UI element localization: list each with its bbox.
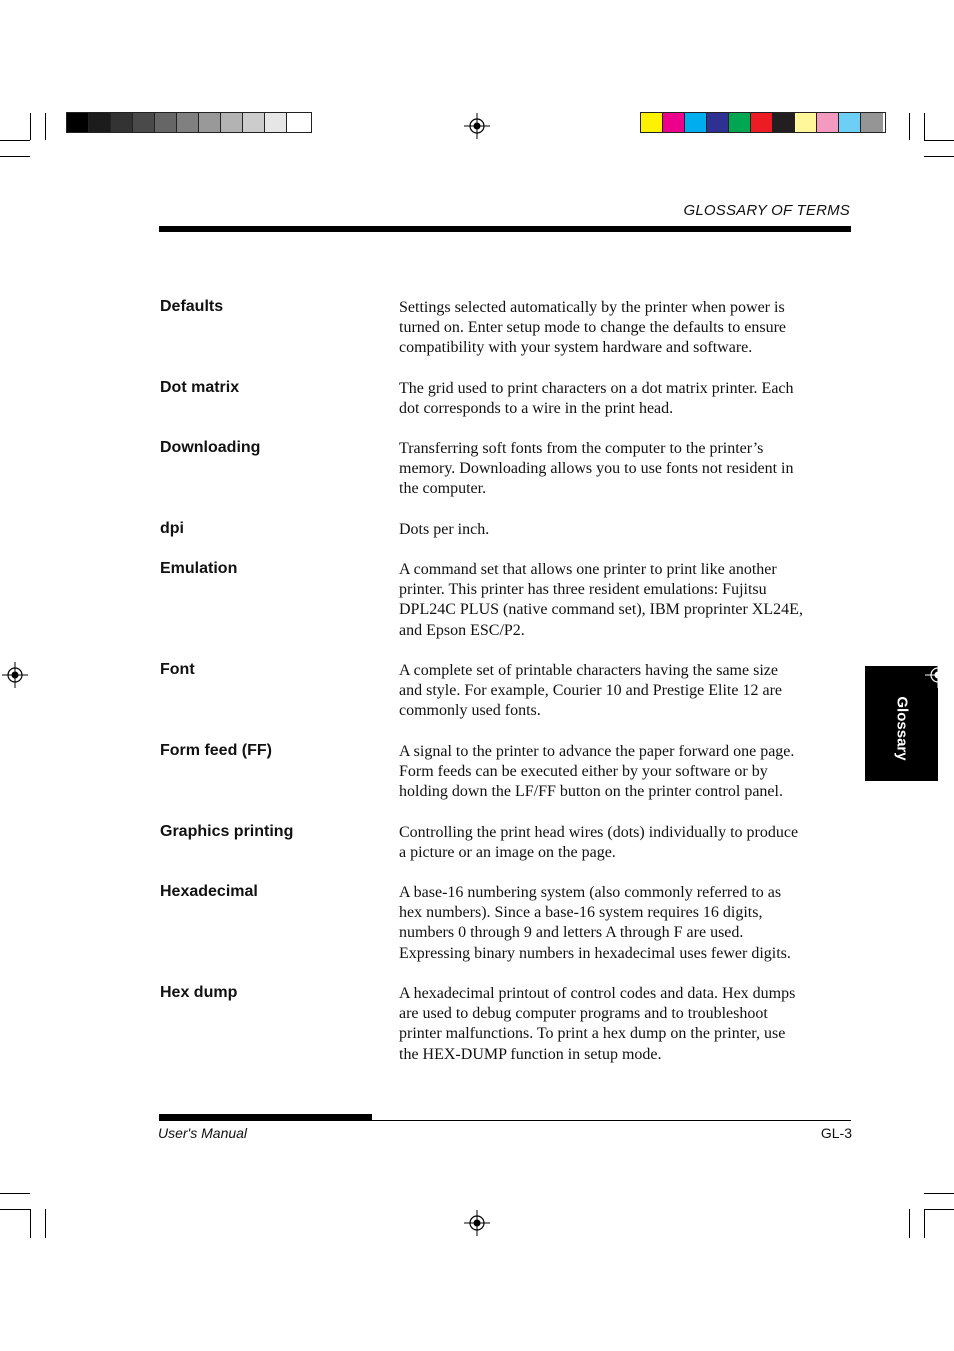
color-swatch <box>89 113 111 132</box>
crop-mark <box>909 113 910 140</box>
color-swatch <box>751 113 773 132</box>
glossary-term: Hexadecimal <box>160 883 258 900</box>
definition-line: hex numbers). Since a base-16 system requires 16 digits, <box>399 904 763 922</box>
glossary-term: Downloading <box>160 439 261 456</box>
glossary-term: Defaults <box>160 298 224 315</box>
glossary-term: Font <box>160 661 195 678</box>
color-swatch <box>641 113 663 132</box>
definition-line: Form feeds can be executed either by your software or by <box>399 763 768 781</box>
definition-line: DPL24C PLUS (native command set), IBM proprinter XL24E, <box>399 601 803 619</box>
definition-line: the computer. <box>399 480 487 498</box>
registration-crosshair-icon <box>464 1210 490 1236</box>
header-rule <box>159 226 851 232</box>
crop-mark <box>0 1193 30 1194</box>
definition-line: numbers 0 through 9 and letters A through F are used. <box>399 924 744 942</box>
color-swatch <box>729 113 751 132</box>
crop-mark <box>924 156 954 157</box>
color-swatch <box>221 113 243 132</box>
crop-mark <box>0 140 30 141</box>
definition-line: Dots per inch. <box>399 521 490 538</box>
definition-line: A command set that allows one printer to print like another <box>399 561 777 578</box>
glossary-definition <box>399 661 859 722</box>
glossary-definition <box>399 742 859 803</box>
footer-manual-title: User's Manual <box>158 1125 248 1141</box>
glossary-term: Emulation <box>160 560 238 577</box>
crop-mark <box>45 1209 46 1238</box>
glossary-term: Hex dump <box>160 984 238 1001</box>
color-swatch <box>817 113 839 132</box>
definition-line: and Epson ESC/P2. <box>399 621 525 639</box>
definition-line: dot corresponds to a wire in the print head. <box>399 400 674 418</box>
footer-rule <box>159 1120 851 1121</box>
glossary-definition <box>399 520 859 540</box>
crop-mark <box>0 156 30 157</box>
definition-line: printer malfunctions. To print a hex dump on the printer, use <box>399 1025 786 1043</box>
definition-line: Controlling the print head wires (dots) individually to produce <box>399 824 799 841</box>
color-swatch <box>67 113 89 132</box>
crop-mark <box>924 140 954 141</box>
crop-mark <box>30 1209 31 1238</box>
grayscale-calibration-bar <box>66 112 312 133</box>
crop-mark <box>924 113 925 140</box>
definition-line: commonly used fonts. <box>399 702 541 720</box>
crop-mark <box>924 1209 954 1210</box>
color-swatch <box>243 113 265 132</box>
glossary-definition <box>399 883 859 964</box>
color-swatch <box>707 113 729 132</box>
definition-line: and style. For example, Courier 10 and Prestige Elite 12 are <box>399 682 783 700</box>
color-swatch <box>773 113 795 132</box>
glossary-definition <box>399 379 859 419</box>
registration-crosshair-icon <box>2 662 28 688</box>
definition-line: holding down the LF/FF button on the printer control panel. <box>399 783 783 801</box>
glossary-definition <box>399 823 859 863</box>
definition-line: A hexadecimal printout of control codes and data. Hex dumps <box>399 985 796 1002</box>
color-swatch <box>133 113 155 132</box>
glossary-term: Dot matrix <box>160 379 240 396</box>
definition-line: the HEX-DUMP function in setup mode. <box>399 1045 662 1063</box>
crop-mark <box>45 113 46 140</box>
definition-line: Expressing binary numbers in hexadecimal uses fewer digits. <box>399 944 791 962</box>
color-swatch <box>663 113 685 132</box>
definition-line: Settings selected automatically by the printer when power is <box>399 299 785 316</box>
crop-mark <box>924 1193 954 1194</box>
registration-crosshair-icon <box>464 113 490 139</box>
color-swatch <box>265 113 287 132</box>
definition-line: printer. This printer has three resident emulations: Fujitsu <box>399 581 767 599</box>
glossary-definition <box>399 984 859 1065</box>
color-calibration-bar <box>640 112 886 133</box>
registration-crosshair-icon <box>925 662 951 688</box>
definition-line: turned on. Enter setup mode to change the defaults to ensure <box>399 319 786 337</box>
color-swatch <box>177 113 199 132</box>
color-swatch <box>861 113 883 132</box>
definition-line: A base-16 numbering system (also commonly referred to as <box>399 884 782 901</box>
page-number: GL-3 <box>820 1125 852 1141</box>
definition-line: The grid used to print characters on a dot matrix printer. Each <box>399 380 794 397</box>
section-thumb-tab-label: Glossary <box>893 696 911 761</box>
color-swatch <box>685 113 707 132</box>
glossary-term: Graphics printing <box>160 823 294 840</box>
glossary-definition <box>399 439 859 500</box>
crop-mark <box>30 113 31 140</box>
color-swatch <box>287 113 309 132</box>
glossary-definition <box>399 298 859 359</box>
color-swatch <box>795 113 817 132</box>
crop-mark <box>924 1209 925 1238</box>
definition-line: a picture or an image on the page. <box>399 844 616 862</box>
definition-line: Transferring soft fonts from the computer to the printer’s <box>399 440 764 457</box>
definition-line: A signal to the printer to advance the paper forward one page. <box>399 743 795 760</box>
crop-mark <box>0 1209 30 1210</box>
color-swatch <box>155 113 177 132</box>
definition-line: memory. Downloading allows you to use fonts not resident in <box>399 460 794 478</box>
glossary-term: dpi <box>160 520 184 537</box>
running-header: GLOSSARY OF TERMS <box>683 202 850 219</box>
definition-line: are used to debug computer programs and to troubleshoot <box>399 1005 768 1023</box>
color-swatch <box>839 113 861 132</box>
crop-mark <box>909 1209 910 1238</box>
definition-line: compatibility with your system hardware and software. <box>399 339 753 357</box>
glossary-definition <box>399 560 859 641</box>
glossary-term: Form feed (FF) <box>160 742 272 759</box>
color-swatch <box>199 113 221 132</box>
definition-line: A complete set of printable characters having the same size <box>399 662 778 679</box>
color-swatch <box>111 113 133 132</box>
